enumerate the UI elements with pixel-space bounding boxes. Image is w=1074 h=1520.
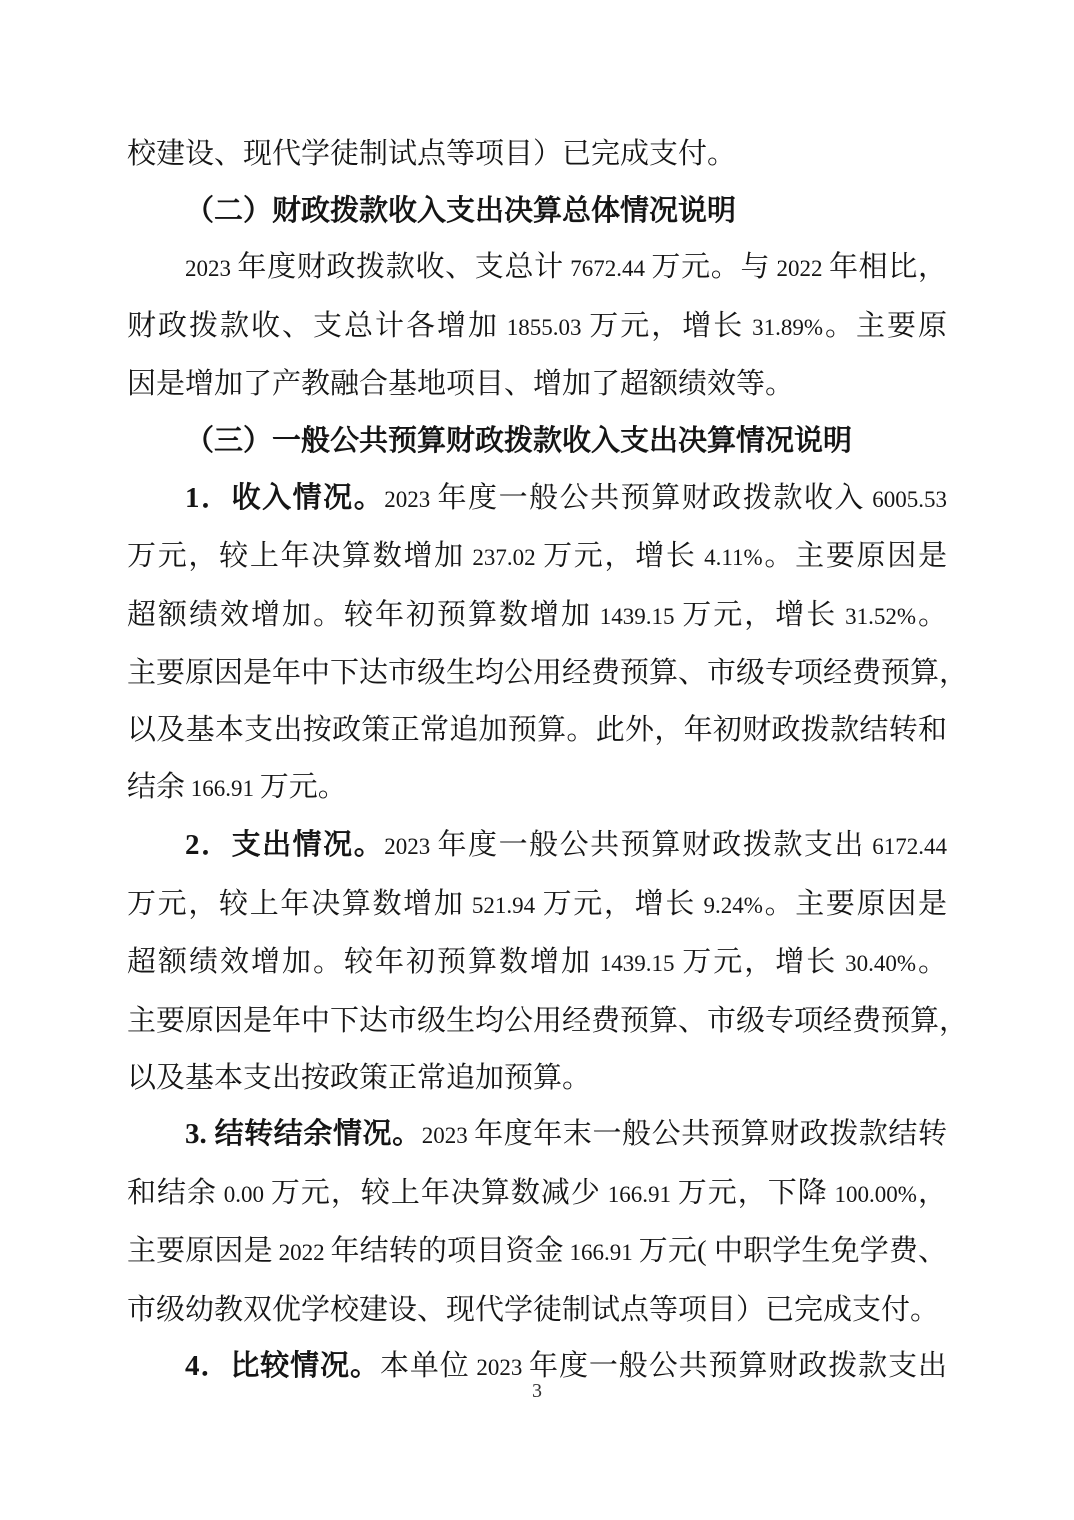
text-run: 7672.44 [563, 256, 652, 282]
text-line [127, 528, 947, 587]
text-run: 主要原因是年中下达市级生均公用经费预算、市级专项经费预算， [127, 1004, 969, 1037]
text-line [127, 817, 947, 876]
text-run: 万元，增长 [682, 598, 838, 631]
para-expenditure-situation [127, 817, 969, 1106]
text-run: 2．支出情况。 [185, 829, 385, 862]
text-run: 市级幼教双优学校建设、现代学徒制试点等项目）已完成支付。 [127, 1293, 940, 1326]
text-run: 年度财政拨款收、支总计 [237, 251, 564, 284]
text-run: 万元，较上年决算数增加 [127, 887, 465, 920]
text-line [127, 876, 947, 935]
text-run: 万元，较上年决算数增加 [127, 540, 465, 573]
text-run: 2023 [421, 1123, 475, 1149]
text-run: 100.00% [827, 1181, 917, 1207]
text-run: 万元，增长 [543, 540, 697, 573]
text-run: 。主要原因是 [762, 540, 947, 573]
text-line [127, 645, 969, 702]
text-line [127, 183, 947, 240]
text-run: 万元，下降 [677, 1176, 828, 1209]
text-run: 31.89% [744, 314, 823, 340]
text-run: 超额绩效增加。较年初预算数增加 [127, 598, 593, 631]
text-run: 万元，较上年决算数减少 [270, 1176, 601, 1209]
para-continuation [127, 126, 947, 183]
heading-section-2 [127, 183, 947, 240]
text-run: 1855.03 [499, 314, 590, 340]
text-line [127, 587, 947, 646]
text-run: 年相比， [828, 251, 947, 284]
text-run: 4．比较情况。 [185, 1350, 380, 1383]
text-run: 。主要原 [822, 309, 947, 342]
para-overall-situation [127, 239, 947, 413]
text-run: 1439.15 [592, 951, 683, 977]
text-run: 以及基本支出按政策正常追加预算。 [127, 1061, 592, 1094]
para-income-situation [127, 470, 969, 818]
text-run: 以及基本支出按政策正常追加预算。此外，年初财政拨款结转和 [127, 713, 947, 746]
text-run: 166.91 [185, 775, 260, 801]
document-body [127, 126, 969, 1397]
text-run: 1．收入情况。 [185, 481, 385, 514]
text-run: （二）财政拨款收入支出决算总体情况说明 [185, 194, 737, 227]
text-line [127, 1223, 947, 1282]
text-run: 万元，增长 [682, 946, 838, 979]
text-run: 9.24% [696, 892, 763, 918]
page-footer [127, 1378, 947, 1404]
text-run: 年度年末一般公共预算财政拨款结转 [474, 1118, 947, 1151]
text-run: 万元。与 [651, 251, 771, 284]
text-run: 0.00 [217, 1181, 271, 1207]
text-run: 万元，增长 [589, 309, 745, 342]
text-run: 财政拨款收、支总计各增加 [127, 309, 500, 342]
text-run: 年度一般公共预算财政拨款支出 [529, 1350, 947, 1383]
text-line [127, 413, 947, 470]
text-line [127, 1050, 947, 1107]
text-run: 31.52% [837, 603, 916, 629]
text-run: 。 [915, 598, 947, 631]
text-run: （三）一般公共预算财政拨款收入支出决算情况说明 [185, 424, 853, 457]
text-run: 万元( 中职学生免学费、 [638, 1235, 947, 1268]
text-run: 主要原因是年中下达市级生均公用经费预算、市级专项经费预算， [127, 657, 969, 690]
text-run: 本单位 [379, 1350, 470, 1383]
text-line [127, 1165, 947, 1224]
text-run: 2023 [384, 486, 438, 512]
text-line [127, 239, 947, 298]
text-run: 2022 [272, 1240, 331, 1266]
text-line [127, 298, 947, 357]
text-run: 30.40% [837, 951, 916, 977]
text-run: 年结转的项目资金 [330, 1235, 564, 1268]
text-run: 结余 [127, 770, 186, 803]
text-run: 。 [915, 946, 947, 979]
text-run: 237.02 [464, 545, 544, 571]
text-line [127, 702, 947, 759]
text-line [127, 126, 947, 183]
text-run: 年度一般公共预算财政拨款收入 [437, 481, 865, 514]
text-line [127, 470, 947, 529]
heading-section-3 [127, 413, 947, 470]
text-run: 主要原因是 [127, 1235, 273, 1268]
text-run: 2022 [770, 256, 829, 282]
text-run: ， [916, 1176, 947, 1209]
text-run: 万元。 [259, 770, 347, 803]
text-run: 166.91 [563, 1240, 639, 1266]
text-run: 1439.15 [592, 603, 683, 629]
text-run: 166.91 [600, 1181, 678, 1207]
text-run: 4.11% [696, 545, 763, 571]
text-run: 因是增加了产教融合基地项目、增加了超额绩效等。 [127, 368, 795, 401]
text-line [127, 993, 969, 1050]
text-run: 3. 结转结余情况。 [185, 1118, 422, 1151]
text-run: 2023 [185, 256, 238, 282]
text-run: 2023 [384, 834, 438, 860]
text-run: 校建设、现代学徒制试点等项目）已完成支付。 [127, 138, 737, 170]
text-line [127, 1282, 947, 1339]
text-line [127, 1106, 947, 1165]
text-line [127, 934, 947, 993]
text-line [127, 356, 947, 413]
text-run: 2023 [469, 1355, 530, 1381]
text-run: 和结余 [127, 1176, 218, 1209]
text-run: 6005.53 [864, 486, 947, 512]
para-carryover-situation [127, 1106, 947, 1338]
text-run: 超额绩效增加。较年初预算数增加 [127, 946, 593, 979]
text-run: 521.94 [464, 892, 543, 918]
text-run: 年度一般公共预算财政拨款支出 [437, 829, 865, 862]
text-line [127, 759, 947, 818]
page-number: 3 [532, 1380, 542, 1402]
text-run: 万元，增长 [542, 887, 697, 920]
text-run: 。主要原因是 [762, 887, 947, 920]
text-run: 6172.44 [864, 834, 947, 860]
